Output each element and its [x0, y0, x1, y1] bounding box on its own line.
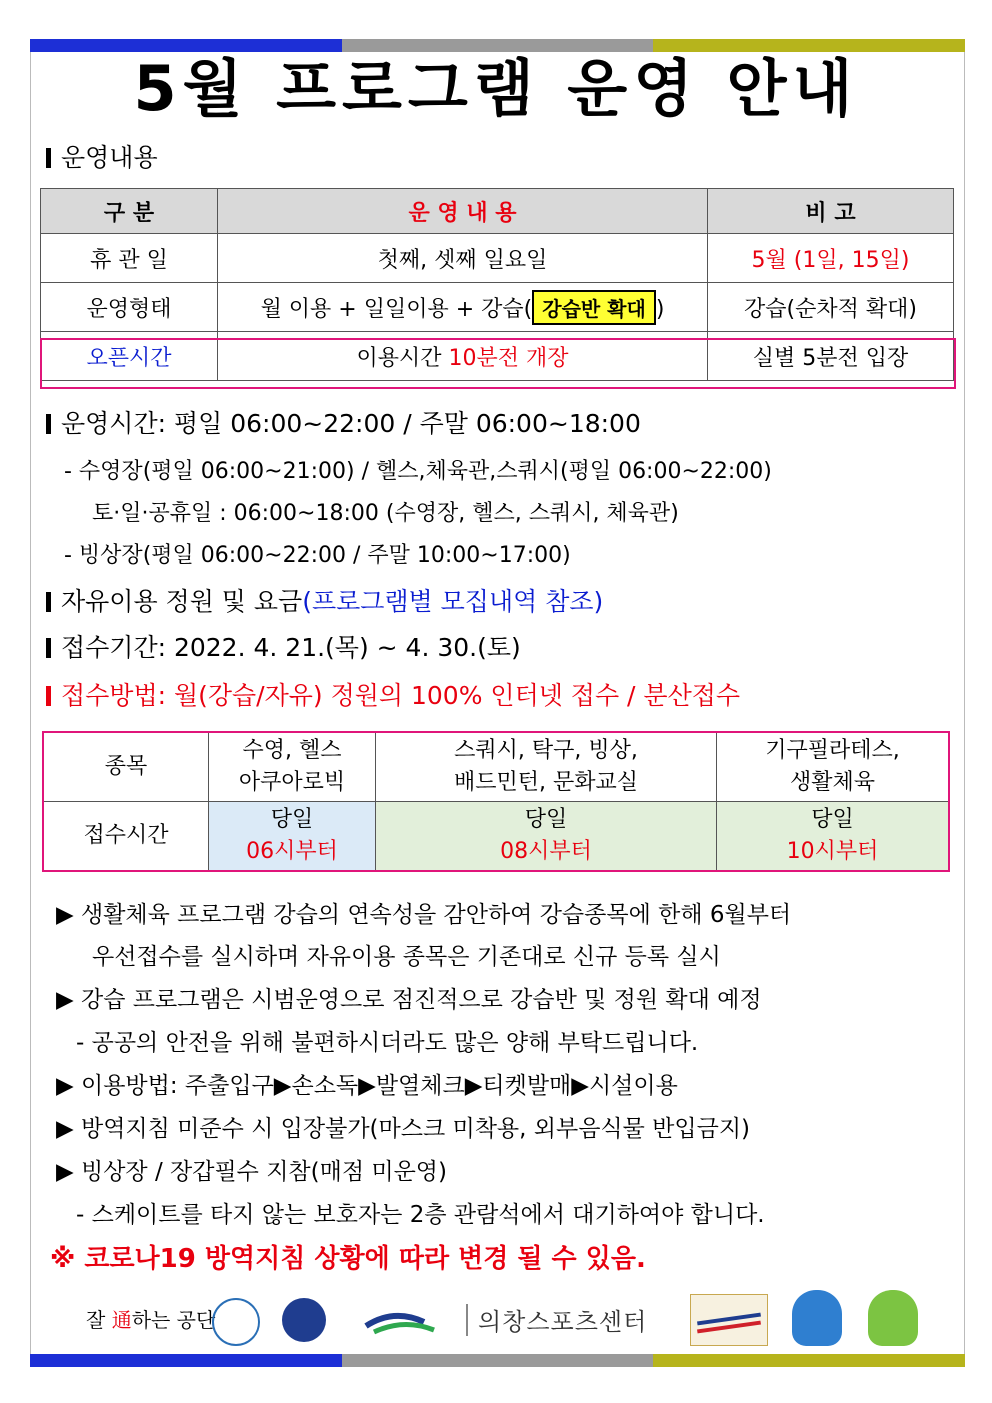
- note-line: ▶ 빙상장 / 장갑필수 지참(매점 미운영): [56, 1159, 447, 1185]
- table-row: 접수시간 당일 06시부터 당일 08시부터 당일 10시부터: [43, 802, 949, 872]
- note-line: ▶ 방역지침 미준수 시 입장불가(마스크 미착용, 외부음식물 반입금지): [56, 1116, 751, 1142]
- note-line: 우선접수를 실시하며 자유이용 종목은 기존대로 신규 등록 실시: [92, 944, 721, 970]
- header-category: 구 분: [41, 189, 218, 234]
- logo-divider: [466, 1304, 468, 1336]
- note-line: ▶ 이용방법: 주출입구▶손소독▶발열체크▶티켓발매▶시설이용: [56, 1073, 678, 1099]
- footer-logos: [0, 1290, 992, 1350]
- warning-text: ※ 코로나19 방역지침 상황에 따라 변경 될 수 있음.: [50, 1244, 646, 1274]
- table-row: 오픈시간 이용시간 10분전 개장 실별 5분전 입장: [41, 332, 954, 381]
- ccm-logo-icon: [212, 1298, 260, 1346]
- section-method: 접수방법: 월(강습/자유) 정원의 100% 인터넷 접수 / 분산접수: [46, 676, 740, 712]
- expanded-class-badge: 강습반 확대: [532, 290, 656, 325]
- note-line: - 공공의 안전을 위해 불편하시더라도 많은 양해 부탁드립니다.: [76, 1030, 699, 1056]
- hours-line: - 수영장(평일 06:00~21:00) / 헬스,체육관,스쿼시(평일 06:00~22:00): [64, 459, 772, 484]
- corporation-logo-icon: [364, 1308, 464, 1338]
- bottom-color-stripe: [30, 1354, 965, 1367]
- header-note: 비 고: [708, 189, 954, 234]
- human-rights-logo-icon: [282, 1298, 326, 1342]
- certificate-logo-icon: [690, 1294, 768, 1346]
- note-line: ▶ 강습 프로그램은 시범운영으로 점진적으로 강습반 및 정원 확대 예정: [56, 987, 762, 1013]
- section-ops-content: 운영내용: [46, 138, 158, 174]
- blue-mascot-icon: [792, 1290, 842, 1346]
- page-title: 5월 프로그램 운영 안내: [133, 52, 859, 125]
- section-period: 접수기간: 2022. 4. 21.(목) ~ 4. 30.(토): [46, 628, 521, 664]
- operation-table: [40, 188, 954, 381]
- center-name: 의창스포츠센터: [478, 1308, 648, 1336]
- table-row: 운영형태 월 이용 + 일일이용 + 강습( 강습반 확대 ) 강습(순차적 확대): [41, 283, 954, 332]
- registration-table: [42, 731, 950, 872]
- table-row: 종목 수영, 헬스 아쿠아로빅 스쿼시, 탁구, 빙상, 배드민턴, 문화교실 기구필라테스, 생활체육: [43, 732, 949, 802]
- note-line: ▶ 생활체육 프로그램 강습의 연속성을 감안하여 강습종목에 한해 6월부터: [56, 902, 792, 928]
- section-ops-hours: 운영시간: 평일 06:00~22:00 / 주말 06:00~18:00: [46, 404, 641, 440]
- header-content: 운 영 내 용: [218, 189, 708, 234]
- slogan: 잘 通하는 공단: [86, 1308, 216, 1332]
- top-color-stripe: [30, 39, 965, 52]
- hours-line: - 빙상장(평일 06:00~22:00 / 주말 10:00~17:00): [64, 543, 571, 568]
- section-free-use: 자유이용 정원 및 요금(프로그램별 모집내역 참조): [46, 582, 603, 618]
- green-mascot-icon: [868, 1290, 918, 1346]
- note-line: - 스케이트를 타지 않는 보호자는 2층 관람석에서 대기하여야 합니다.: [76, 1202, 765, 1228]
- table-row: 휴 관 일 첫째, 셋째 일요일 5월 (1일, 15일): [41, 234, 954, 283]
- hours-line: 토·일·공휴일 : 06:00~18:00 (수영장, 헬스, 스쿼시, 체육관): [92, 501, 679, 526]
